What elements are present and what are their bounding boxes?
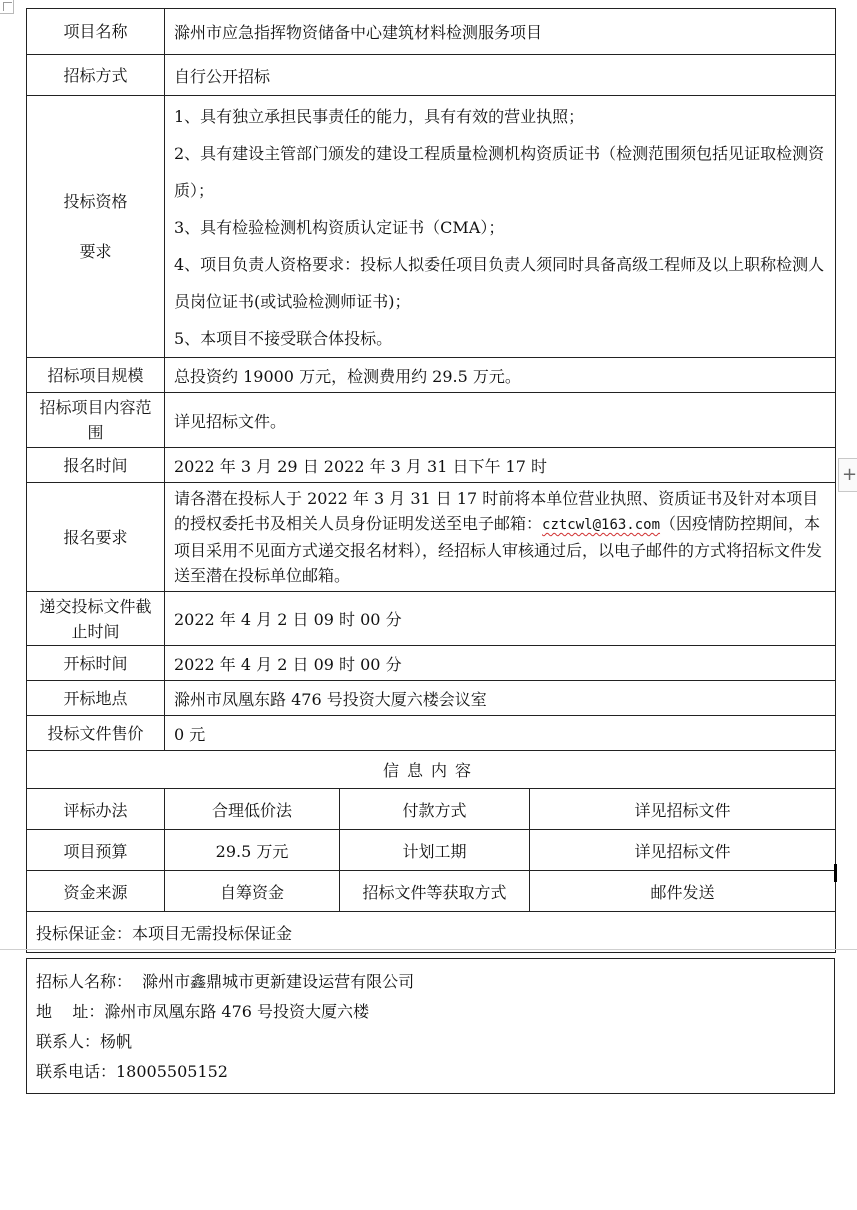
open-time-label: 开标时间: [27, 646, 165, 681]
add-button[interactable]: +: [838, 458, 857, 492]
contact-person: 联系人：杨帆: [36, 1032, 133, 1051]
contact-box: [26, 958, 835, 1094]
contact-content: [27, 959, 835, 1094]
info-cell: 评标办法: [27, 789, 165, 830]
reg-req-text-before: 请各潜在投标人于 2022 年 3 月 31 日 17 时前将本单位营业执照、资质证书及针对本项目的授权委托书及相关人员身份证明发送至电子邮箱：: [174, 489, 819, 533]
project-name-value: 滁州市应急指挥物资储备中心建筑材料检测服务项目: [165, 9, 836, 55]
tenderer-address: 地 址：滁州市凤凰东路 476 号投资大厦六楼: [36, 1002, 370, 1021]
page-separator: [0, 949, 857, 950]
row-qualification: [27, 96, 836, 358]
scale-value: 总投资约 19000 万元，检测费用约 29.5 万元。: [165, 358, 836, 393]
info-header: 信息内容: [27, 751, 836, 789]
scale-label: 招标项目规模: [27, 358, 165, 393]
row-reg-time: [27, 448, 836, 483]
info-cell: 付款方式: [340, 789, 530, 830]
row-open-time: [27, 646, 836, 681]
scope-label: 招标项目内容范围: [27, 393, 165, 448]
row-project-name: [27, 9, 836, 55]
reg-req-email: cztcwl@163.com: [542, 517, 661, 533]
row-method: [27, 55, 836, 96]
qualification-value: [165, 96, 836, 358]
price-value: 0 元: [165, 716, 836, 751]
info-cell: 招标文件等获取方式: [340, 871, 530, 912]
tender-info-table: [26, 8, 836, 953]
method-label: 招标方式: [27, 55, 165, 96]
qualification-label-line2: 要求: [79, 241, 112, 261]
scope-value: 详见招标文件。: [165, 393, 836, 448]
row-deadline: [27, 592, 836, 646]
reg-req-label: 报名要求: [27, 483, 165, 592]
info-row: [27, 871, 836, 912]
contact-row: [27, 959, 835, 1094]
deadline-value: 2022 年 4 月 2 日 09 时 00 分: [165, 592, 836, 646]
qual-item: 2、具有建设主管部门颁发的建设工程质量检测机构资质证书（检测范围须包括见证取检测资质）；: [174, 144, 825, 200]
info-row: [27, 789, 836, 830]
row-open-place: [27, 681, 836, 716]
open-time-value: 2022 年 4 月 2 日 09 时 00 分: [165, 646, 836, 681]
text-cursor: [834, 864, 837, 882]
page-corner-marker: [0, 0, 14, 14]
reg-req-text-after: （因疫情防控期间，本项目采用不见面方式递交报名材料），经招标人审核通过后，以电子邮件的方式将招标文件发送至潜在投标单位邮箱。: [174, 514, 823, 585]
row-scope: [27, 393, 836, 448]
info-cell: 资金来源: [27, 871, 165, 912]
price-label: 投标文件售价: [27, 716, 165, 751]
contact-phone: 联系电话：18005505152: [36, 1062, 228, 1081]
qual-item: 5、本项目不接受联合体投标。: [174, 329, 393, 348]
row-scale: [27, 358, 836, 393]
open-place-label: 开标地点: [27, 681, 165, 716]
info-row: [27, 830, 836, 871]
project-name-label: 项目名称: [27, 9, 165, 55]
method-value: 自行公开招标: [165, 55, 836, 96]
qualification-label-line1: 投标资格: [63, 191, 128, 211]
tenderer-name: 招标人名称： 滁州市鑫鼎城市更新建设运营有限公司: [36, 972, 415, 991]
corner-mark-icon: [3, 2, 12, 11]
qual-item: 1、具有独立承担民事责任的能力，具有有效的营业执照；: [174, 107, 585, 126]
info-cell: 项目预算: [27, 830, 165, 871]
reg-time-label: 报名时间: [27, 448, 165, 483]
info-cell: 自筹资金: [165, 871, 340, 912]
reg-time-value: 2022 年 3 月 29 日 2022 年 3 月 31 日下午 17 时: [165, 448, 836, 483]
qual-item: 4、项目负责人资格要求：投标人拟委任项目负责人须同时具备高级工程师及以上职称检测人员岗位证书(或试验检测师证书)；: [174, 255, 825, 311]
info-cell: 29.5 万元: [165, 830, 340, 871]
qualification-label: [27, 96, 165, 358]
row-reg-requirement: [27, 483, 836, 592]
info-cell: 合理低价法: [165, 789, 340, 830]
deadline-label: 递交投标文件截止时间: [27, 592, 165, 646]
info-cell: 计划工期: [340, 830, 530, 871]
deposit-note: 投标保证金：本项目无需投标保证金: [27, 912, 836, 953]
info-cell: 邮件发送: [530, 871, 836, 912]
row-deposit: [27, 912, 836, 953]
reg-req-value: [165, 483, 836, 592]
qual-item: 3、具有检验检测机构资质认定证书（CMA）；: [174, 218, 505, 237]
row-info-header: [27, 751, 836, 789]
row-price: [27, 716, 836, 751]
info-cell: 详见招标文件: [530, 789, 836, 830]
info-cell: 详见招标文件: [530, 830, 836, 871]
open-place-value: 滁州市凤凰东路 476 号投资大厦六楼会议室: [165, 681, 836, 716]
